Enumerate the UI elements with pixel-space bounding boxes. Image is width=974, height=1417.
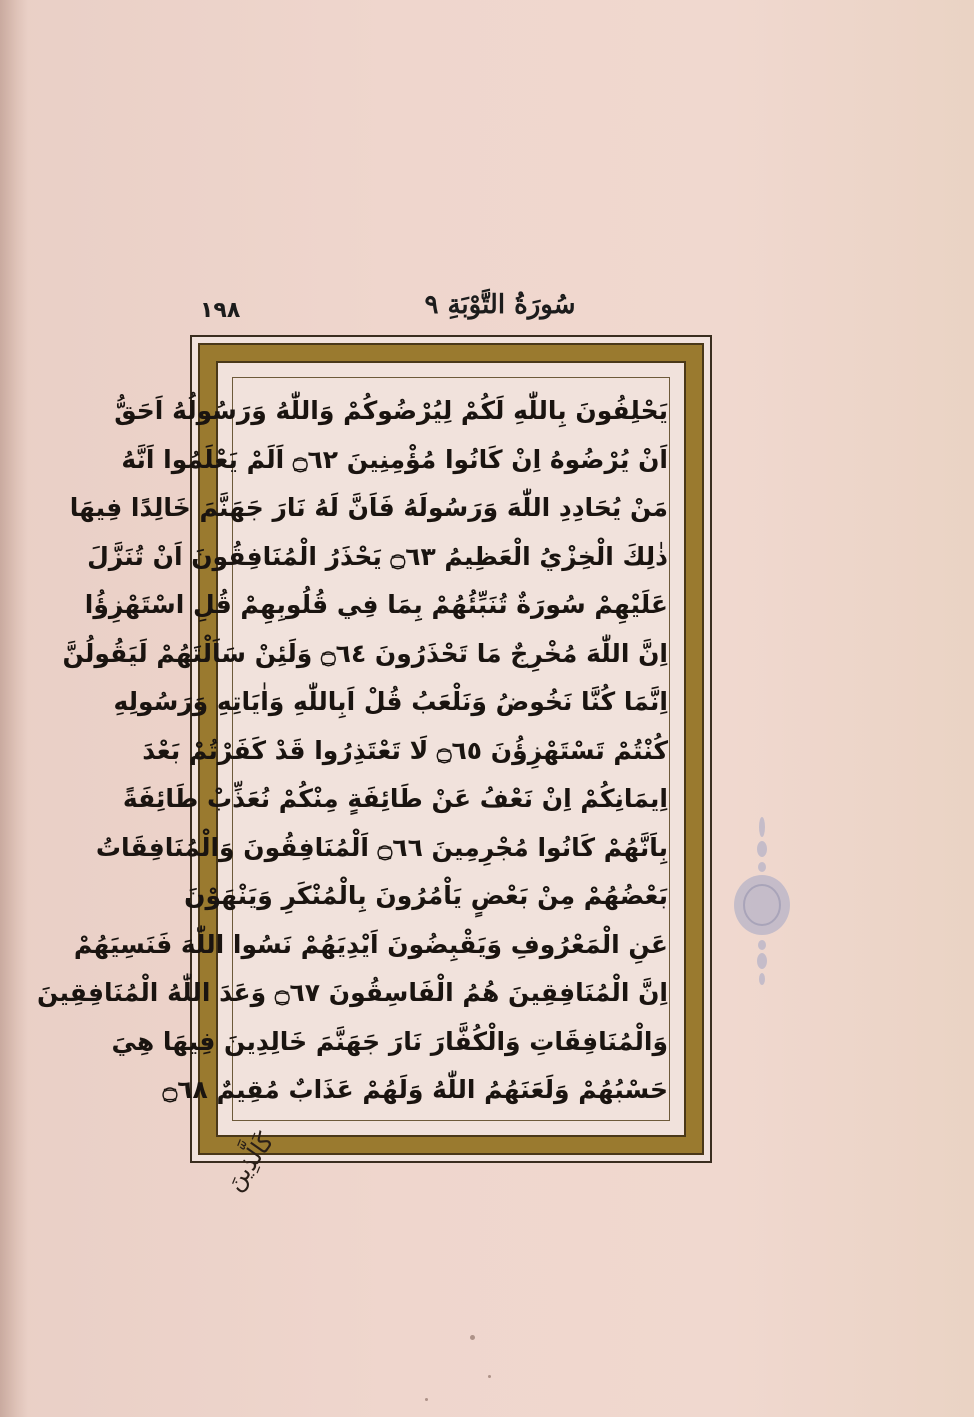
verse-line: عَلَيْهِمْ سُورَةٌ تُنَبِّئُهُمْ بِمَا فِي قُلُوبِهِمْ قُلِ اسْتَهْزِؤُا xyxy=(84,590,668,619)
verse-line: اَنْ يُرْضُوهُ اِنْ كَانُوا مُؤْمِنِينَ ۝٦٢ اَلَمْ يَعْلَمُوا اَنَّهُ xyxy=(121,444,668,474)
verse-text-block xyxy=(36,387,668,1117)
page-number: ١٩٨ xyxy=(200,298,241,323)
catchword: كَالَّذِينَ xyxy=(220,1127,280,1197)
verse-line: يَحْلِفُونَ بِاللّٰهِ لَكُمْ لِيُرْضُوكُمْ وَاللّٰهُ وَرَسُولُهُ اَحَقُّ xyxy=(114,396,668,425)
page-gutter-shadow xyxy=(0,0,28,1417)
verse-line: اِنَّ اللّٰهَ مُخْرِجٌ مَا تَحْذَرُونَ ۝٦٤ وَلَئِنْ سَاَلْتَهُمْ لَيَقُولُنَّ xyxy=(62,638,668,668)
paper-speck xyxy=(470,1335,475,1340)
margin-medallion-ornament xyxy=(730,815,794,985)
verse-line: وَالْمُنَافِقَاتِ وَالْكُفَّارَ نَارَ جَهَنَّمَ خَالِدِينَ فِيهَا هِيَ xyxy=(111,1026,668,1056)
verse-line: ذٰلِكَ الْخِزْيُ الْعَظِيمُ ۝٦٣ يَحْذَرُ الْمُنَافِقُونَ اَنْ تُنَزَّلَ xyxy=(87,541,668,571)
surah-title: سُورَةُ التَّوْبَةِ ٩ xyxy=(424,290,576,320)
verse-line: اِنَّ الْمُنَافِقِينَ هُمُ الْفَاسِقُونَ ۝٦٧ وَعَدَ اللّٰهُ الْمُنَافِقِينَ xyxy=(36,978,668,1007)
verse-line: عَنِ الْمَعْرُوفِ وَيَقْبِضُونَ اَيْدِيَهُمْ نَسُوا اللّٰهَ فَنَسِيَهُمْ xyxy=(73,929,668,959)
text-frame xyxy=(36,335,712,1163)
verse-line: اِيمَانِكُمْ اِنْ نَعْفُ عَنْ طَائِفَةٍ مِنْكُمْ نُعَذِّبْ طَائِفَةً xyxy=(122,784,668,813)
verse-line: حَسْبُهُمْ وَلَعَنَهُمُ اللّٰهُ وَلَهُمْ عَذَابٌ مُقِيمٌ ۝٦٨ xyxy=(162,1075,668,1104)
verse-line: بَعْضُهُمْ مِنْ بَعْضٍ يَاْمُرُونَ بِالْمُنْكَرِ وَيَنْهَوْنَ xyxy=(184,881,668,910)
verse-line: اِنَّمَا كُنَّا نَخُوضُ وَنَلْعَبُ قُلْ اَبِاللّٰهِ وَاٰيَاتِهِ وَرَسُولِهِ xyxy=(113,687,668,716)
paper-speck xyxy=(488,1375,491,1378)
verse-line: كُنْتُمْ تَسْتَهْزِؤُنَ ۝٦٥ لَا تَعْتَذِرُوا قَدْ كَفَرْتُمْ بَعْدَ xyxy=(142,735,668,765)
verse-line: بِاَنَّهُمْ كَانُوا مُجْرِمِينَ ۝٦٦ اَلْمُنَافِقُونَ وَالْمُنَافِقَاتُ xyxy=(95,832,668,862)
page-header xyxy=(190,290,710,330)
verse-line: مَنْ يُحَادِدِ اللّٰهَ وَرَسُولَهُ فَاَنَّ لَهُ نَارَ جَهَنَّمَ خَالِدًا فِيهَا xyxy=(69,493,668,522)
paper-speck xyxy=(425,1398,428,1401)
